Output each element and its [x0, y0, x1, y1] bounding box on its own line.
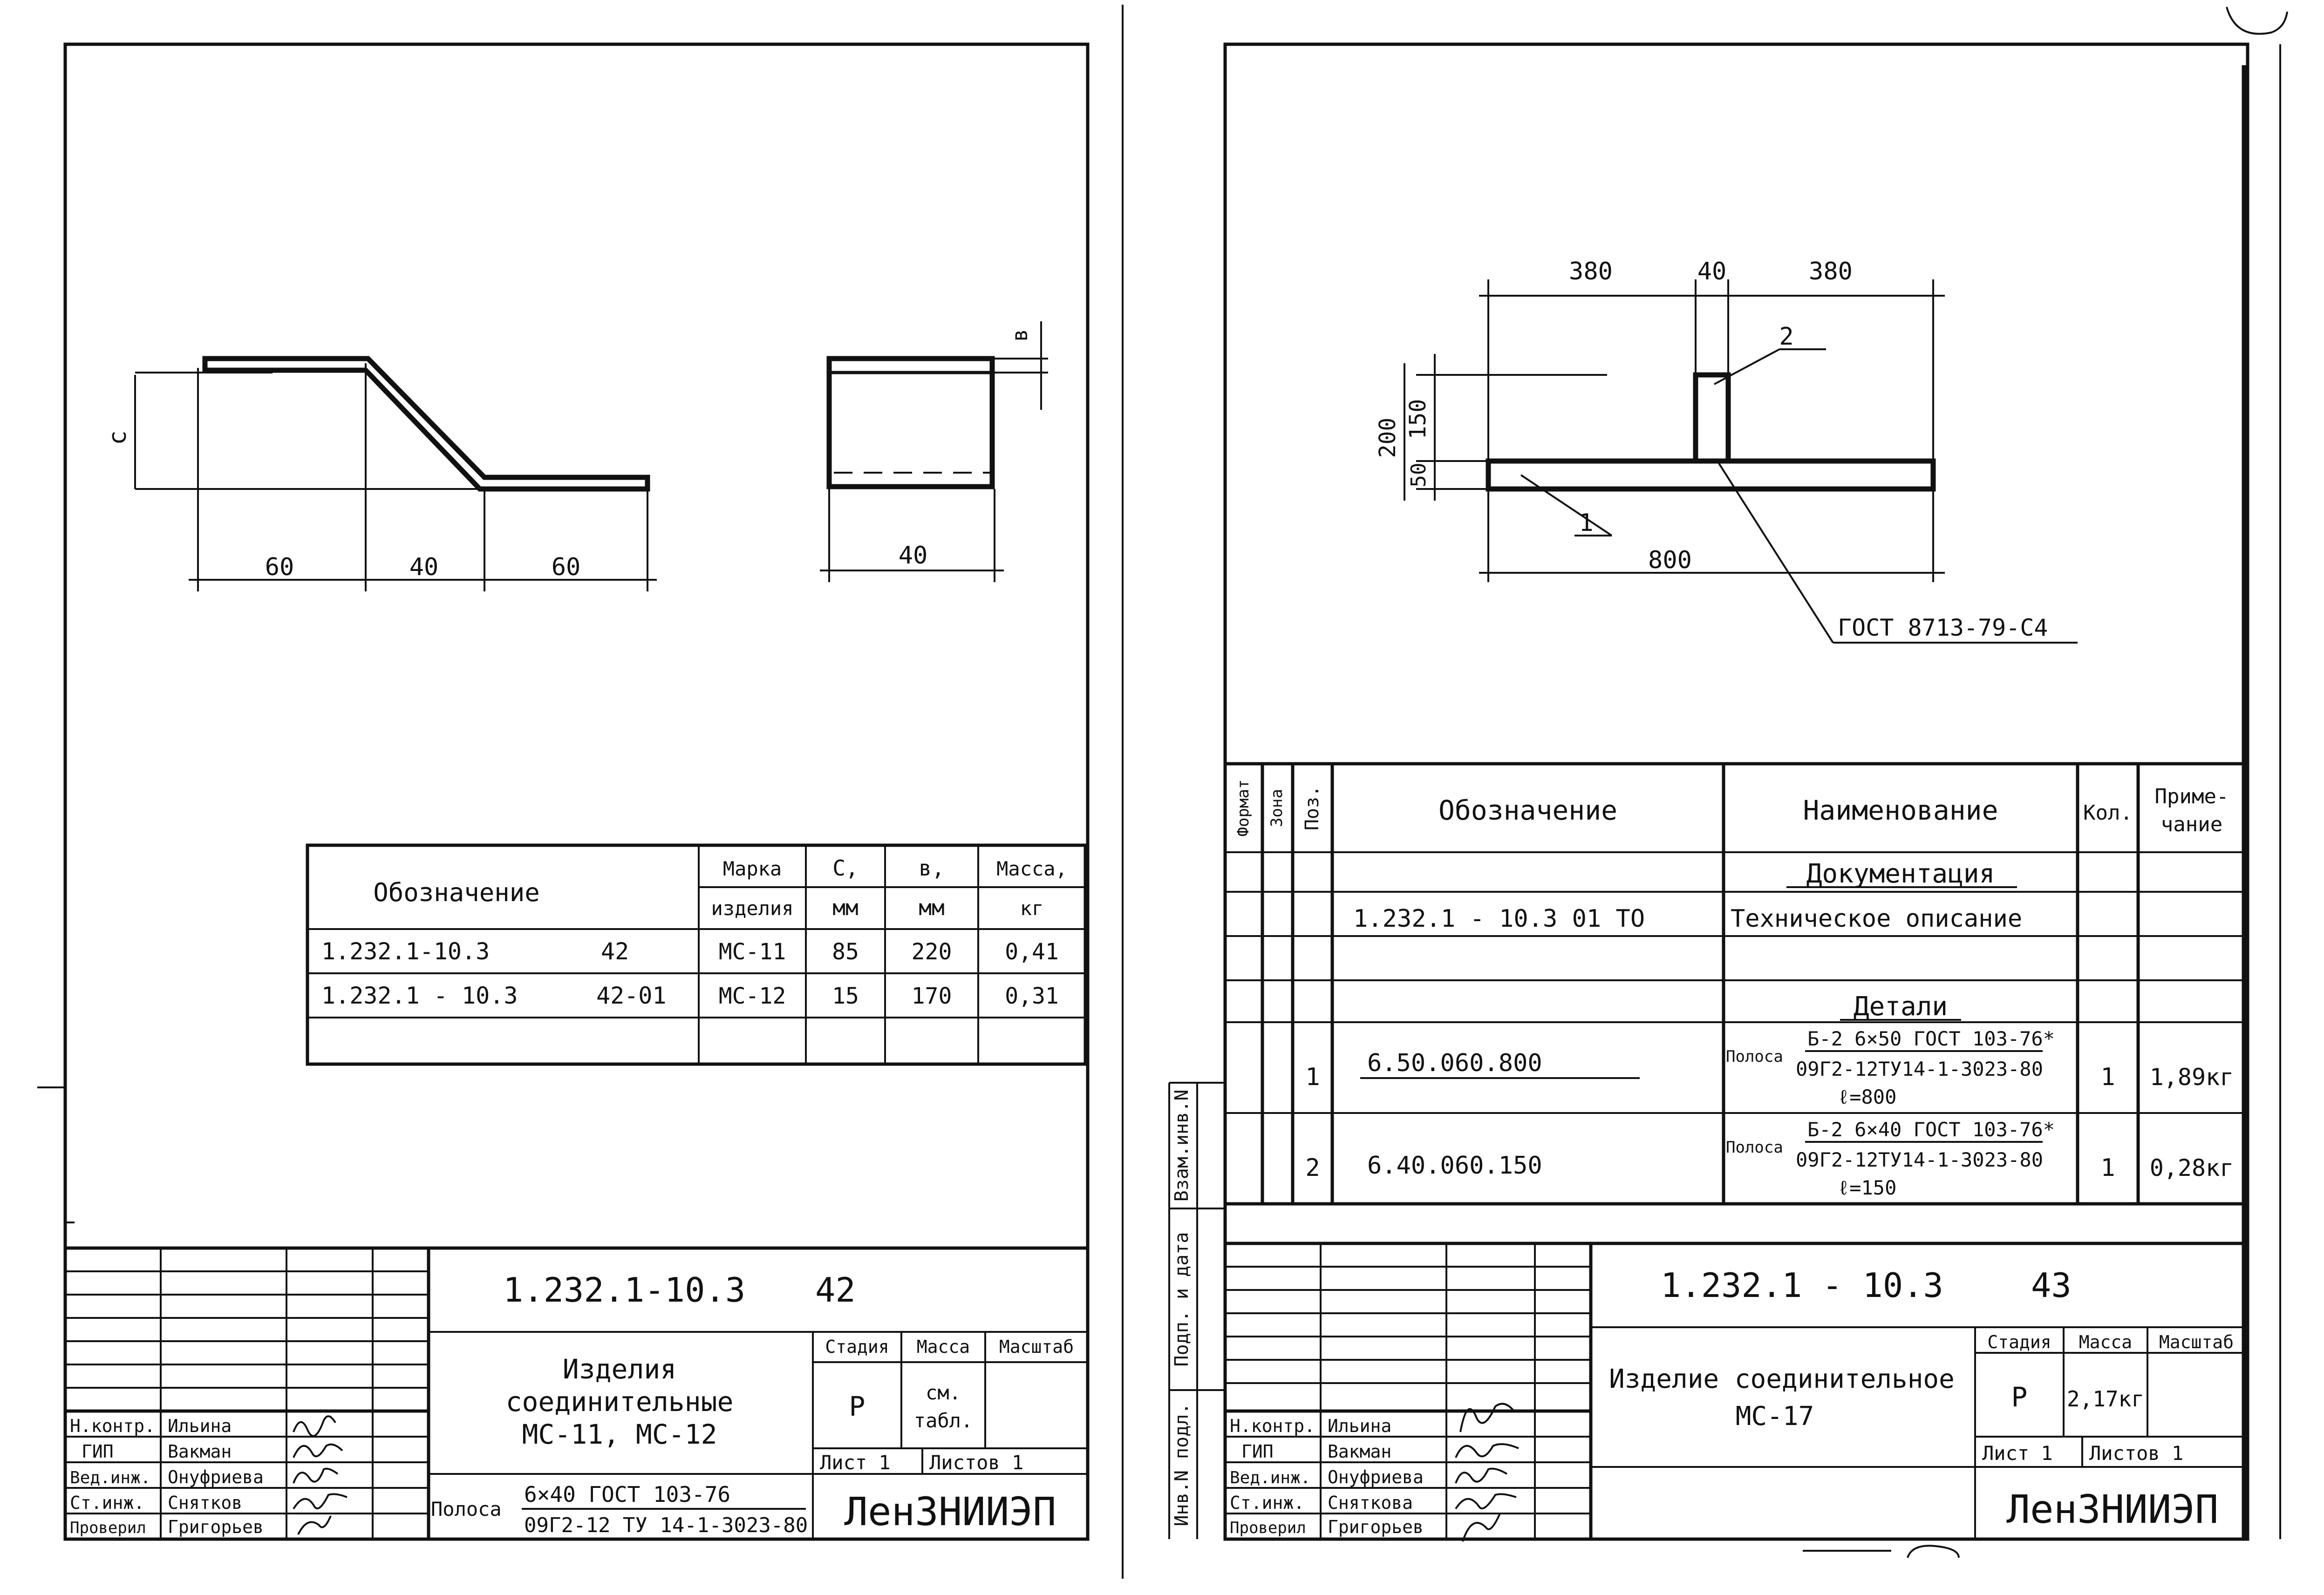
spec-table — [1225, 764, 2248, 1204]
side-stamp — [1169, 1083, 1225, 1539]
left-material-line2: 09Г2-12 ТУ 14-1-3023-80 — [524, 1514, 808, 1537]
right-title-block — [1225, 1243, 2248, 1541]
svg-text:1.232.1 - 10.3 01 ТО: 1.232.1 - 10.3 01 ТО — [1353, 905, 1645, 933]
list-item — [1353, 905, 2022, 933]
svg-text:1: 1 — [1305, 1063, 1320, 1091]
variants-header-c-2: мм — [832, 895, 859, 920]
spec-header-note-1: Приме- — [2154, 785, 2229, 808]
svg-text:15: 15 — [832, 983, 859, 1009]
svg-text:170: 170 — [911, 983, 952, 1009]
variants-header-b-1: в, — [919, 855, 945, 881]
svg-text:6.40.060.150: 6.40.060.150 — [1367, 1152, 1542, 1180]
right-people-name-2: Вакман — [1328, 1441, 1392, 1462]
svg-text:Техническое описание: Техническое описание — [1731, 905, 2023, 933]
left-stage-value: Р — [849, 1391, 866, 1422]
spec-header-note-2: чание — [2160, 813, 2223, 836]
right-stage-value: Р — [2011, 1381, 2028, 1413]
signatures — [1456, 1404, 1519, 1541]
dim-seg1-label: 60 — [265, 553, 294, 581]
weld-note: ГОСТ 8713-79-С4 — [1838, 614, 2048, 641]
left-sheet-no: 42 — [815, 1270, 856, 1310]
page-number-bubble — [1908, 1546, 1959, 1558]
label-sign-date: Подп. и дата — [1171, 1232, 1193, 1367]
left-people-name-4: Снятков — [168, 1493, 243, 1513]
left-people-role-1: Н.контр. — [70, 1416, 156, 1436]
dim-800-label: 800 — [1648, 546, 1692, 574]
dim-380-right-label: 380 — [1809, 258, 1853, 285]
label-inv-orig: Инв.N подл. — [1171, 1403, 1193, 1527]
left-doc-code: 1.232.1-10.3 — [503, 1270, 746, 1310]
right-stage-label: Стадия — [1987, 1332, 2051, 1352]
left-material-line1: 6×40 ГОСТ 103-76 — [524, 1482, 731, 1507]
svg-text:220: 220 — [911, 939, 952, 965]
signatures — [293, 1416, 347, 1534]
svg-text:42: 42 — [601, 938, 629, 965]
svg-text:1: 1 — [2100, 1154, 2115, 1182]
dim-c-label: с — [104, 430, 132, 445]
svg-text:2: 2 — [1305, 1154, 1320, 1182]
left-people-role-4: Ст.инж. — [70, 1493, 145, 1513]
variants-table — [307, 845, 1085, 1064]
left-material-prefix: Полоса — [431, 1498, 502, 1520]
right-frame — [1225, 44, 2248, 1539]
left-product-name-2: соединительные — [505, 1386, 734, 1418]
dim-150-label: 150 — [1405, 399, 1431, 440]
svg-text:1,89кг: 1,89кг — [2149, 1064, 2234, 1091]
right-people-name-1: Ильина — [1328, 1416, 1392, 1436]
right-tee-drawing — [1375, 258, 2078, 643]
spec-section-details: Детали — [1853, 991, 1948, 1022]
svg-text:ℓ=800: ℓ=800 — [1838, 1086, 1897, 1108]
svg-text:1.232.1-10.3: 1.232.1-10.3 — [321, 938, 490, 965]
right-sheet-no: 43 — [2031, 1266, 2072, 1305]
left-scale-label: Масштаб — [999, 1337, 1074, 1357]
left-people-name-3: Онуфриева — [168, 1467, 264, 1487]
svg-text:Полоса: Полоса — [1726, 1047, 1783, 1066]
right-people-role-1: Н.контр. — [1230, 1416, 1315, 1436]
left-product-name-1: Изделия — [562, 1353, 677, 1385]
right-sheet — [1169, 7, 2287, 1558]
svg-text:ℓ=150: ℓ=150 — [1838, 1176, 1897, 1199]
callout-1: 1 — [1579, 509, 1594, 537]
svg-text:1.232.1 - 10.3: 1.232.1 - 10.3 — [321, 982, 518, 1009]
table-row — [321, 938, 1059, 965]
variants-header-c-1: С, — [832, 855, 859, 881]
svg-text:1: 1 — [2100, 1063, 2115, 1091]
left-sheet — [37, 44, 1088, 1539]
svg-text:0,41: 0,41 — [1005, 939, 1059, 965]
right-people-role-5: Проверил — [1230, 1519, 1306, 1537]
callout-2: 2 — [1779, 323, 1794, 351]
dim-40-label: 40 — [1697, 258, 1727, 285]
left-mass-value-2: табл. — [913, 1409, 973, 1432]
right-people-role-2: ГИП — [1241, 1441, 1274, 1462]
svg-text:85: 85 — [832, 939, 859, 965]
spec-header-pos: Поз. — [1302, 785, 1323, 831]
left-frame — [65, 44, 1088, 1539]
right-scale-label: Масштаб — [2159, 1332, 2234, 1352]
right-people-role-3: Вед.инж. — [1230, 1468, 1311, 1487]
left-side-view — [104, 359, 657, 591]
variants-header-brand-1: Марка — [722, 857, 782, 880]
svg-text:МС-12: МС-12 — [718, 983, 786, 1009]
left-people-name-5: Григорьев — [168, 1517, 264, 1537]
dim-50-label: 50 — [1407, 462, 1431, 488]
variants-header-brand-2: изделия — [711, 897, 794, 920]
table-row — [1305, 1027, 2234, 1108]
svg-text:09Г2-12ТУ14-1-3023-80: 09Г2-12ТУ14-1-3023-80 — [1796, 1148, 2044, 1171]
svg-text:МС-11: МС-11 — [718, 939, 786, 965]
left-people-role-3: Вед.инж. — [70, 1468, 151, 1487]
left-sheets-label: Листов 1 — [929, 1451, 1024, 1474]
left-mass-label: Масса — [916, 1337, 970, 1357]
right-doc-code: 1.232.1 - 10.3 — [1661, 1266, 1943, 1305]
svg-text:0,28кг: 0,28кг — [2149, 1154, 2234, 1181]
svg-text:09Г2-12ТУ14-1-3023-80: 09Г2-12ТУ14-1-3023-80 — [1796, 1058, 2044, 1080]
variants-header-b-2: мм — [919, 895, 945, 920]
left-people-name-2: Вакман — [168, 1441, 232, 1462]
spec-section-documentation: Документация — [1806, 859, 1995, 889]
left-org-name: ЛенЗНИИЭП — [844, 1489, 1056, 1534]
left-people-role-5: Проверил — [70, 1519, 146, 1537]
spec-header-name: Наименование — [1803, 794, 1998, 826]
dim-200-label: 200 — [1375, 417, 1401, 458]
table-row — [1305, 1118, 2234, 1199]
svg-text:0,31: 0,31 — [1005, 983, 1059, 1009]
variants-header-mass-1: Масса, — [996, 857, 1067, 880]
left-product-name-3: МС-11, МС-12 — [522, 1419, 717, 1450]
left-stage-label: Стадия — [825, 1337, 889, 1357]
spec-header-zone: Зона — [1268, 789, 1286, 827]
svg-text:Б-2 6×40 ГОСТ 103-76*: Б-2 6×40 ГОСТ 103-76* — [1807, 1118, 2055, 1141]
left-people-name-1: Ильина — [168, 1416, 232, 1436]
right-product-name-2: МС-17 — [1735, 1401, 1814, 1432]
svg-text:Полоса: Полоса — [1726, 1138, 1783, 1157]
spec-header-designation: Обозначение — [1438, 794, 1618, 826]
svg-text:42-01: 42-01 — [596, 982, 667, 1009]
dim-seg3-label: 60 — [551, 553, 581, 581]
svg-text:Б-2 6×50 ГОСТ 103-76*: Б-2 6×50 ГОСТ 103-76* — [1807, 1027, 2055, 1050]
left-people-role-2: ГИП — [82, 1441, 114, 1462]
right-people-name-5: Григорьев — [1328, 1517, 1424, 1537]
left-sheet-label: Лист 1 — [820, 1451, 891, 1474]
right-people-name-4: Сняткова — [1328, 1493, 1413, 1513]
right-people-name-3: Онуфриева — [1328, 1467, 1424, 1487]
dim-380-left-label: 380 — [1569, 258, 1613, 285]
table-row — [321, 982, 1059, 1009]
variants-header-designation: Обозначение — [373, 878, 540, 907]
right-sheet-label: Лист 1 — [1982, 1442, 2053, 1465]
right-product-name-1: Изделие соединительное — [1609, 1364, 1955, 1394]
dim-b-label: в — [1007, 329, 1032, 342]
spec-header-qty: Кол. — [2083, 801, 2133, 825]
variants-header-mass-2: кг — [1020, 897, 1044, 920]
right-mass-label: Масса — [2079, 1332, 2133, 1352]
dim-width-label: 40 — [898, 542, 928, 570]
right-org-name: ЛенЗНИИЭП — [2006, 1486, 2219, 1532]
right-people-role-4: Ст.инж. — [1230, 1493, 1305, 1513]
left-front-view — [820, 321, 1048, 582]
svg-text:6.50.060.800: 6.50.060.800 — [1367, 1049, 1542, 1077]
spec-header-format: Формат — [1234, 779, 1253, 837]
label-inv-replace: Взам.инв.N — [1171, 1089, 1193, 1202]
right-mass-value: 2,17кг — [2066, 1386, 2145, 1412]
corner-mark — [2227, 7, 2287, 34]
left-title-block — [65, 1248, 1088, 1539]
left-mass-value-1: см. — [926, 1381, 961, 1404]
right-sheets-label: Листов 1 — [2089, 1442, 2184, 1465]
dim-seg2-label: 40 — [409, 553, 439, 581]
